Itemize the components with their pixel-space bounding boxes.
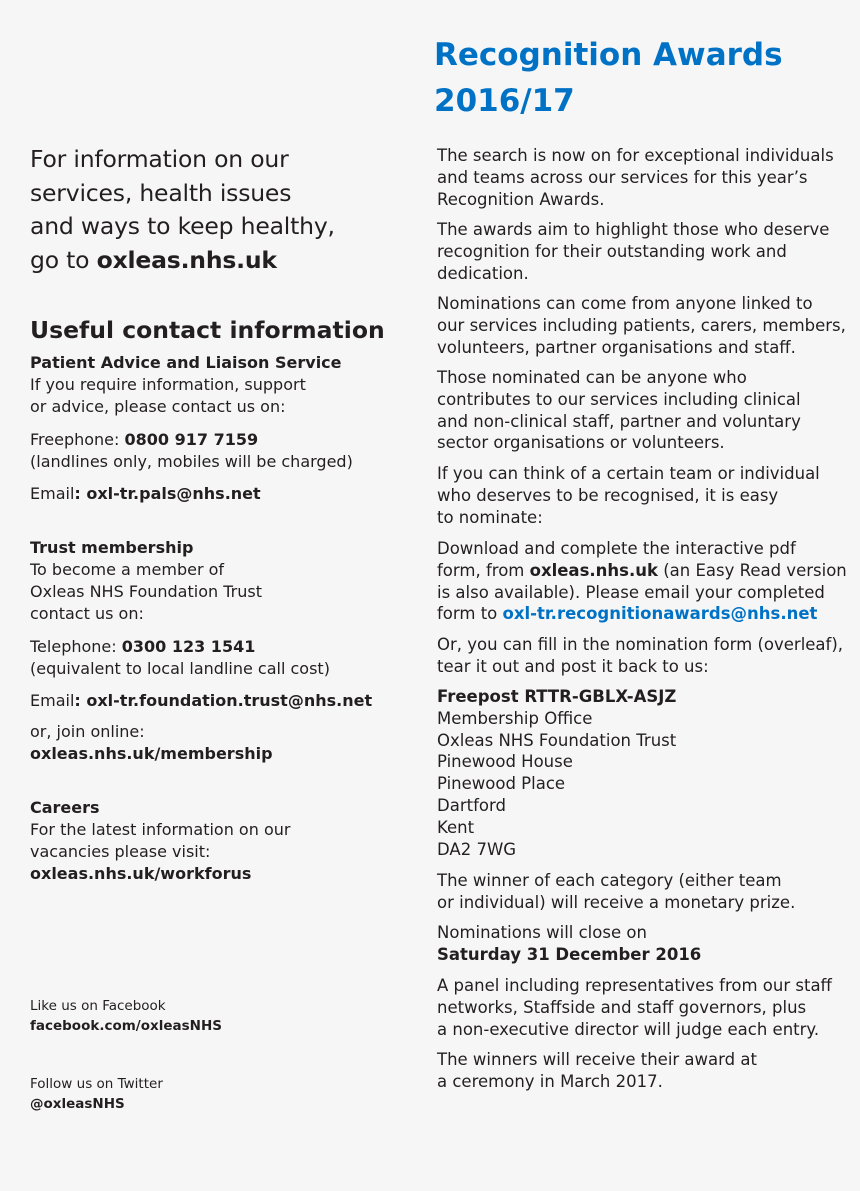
page-title (434, 32, 783, 124)
paragraph-form (437, 634, 843, 678)
text-line: vacancies please visit: (30, 842, 211, 861)
text-line: volunteers, partner organisations and staff. (437, 337, 796, 357)
text-line: Follow us on Twitter (30, 1076, 163, 1092)
text-line: is also available). Please email your completed (437, 582, 825, 602)
paragraph-nominees (437, 367, 801, 454)
paragraph-intro (437, 145, 834, 210)
text-line: Pinewood Place (437, 774, 566, 794)
text-line: or advice, please contact us on: (30, 397, 286, 416)
text-line: The search is now on for exceptional individuals (437, 146, 834, 165)
text-line: A panel including representatives from our staff (437, 976, 832, 995)
text-line: Recognition Awards (434, 37, 783, 73)
text-line: Oxleas NHS Foundation Trust (30, 582, 262, 601)
useful-contact-heading: Useful contact information (30, 316, 385, 344)
pals-email-link[interactable]: : oxl-tr.pals@nhs.net (74, 484, 261, 503)
text-line: The winners will receive their award at (437, 1050, 757, 1069)
closing-date: Saturday 31 December 2016 (437, 944, 702, 964)
facebook-link[interactable]: facebook.com/oxleasNHS (30, 1017, 222, 1034)
text-line: to nominate: (437, 507, 543, 527)
paragraph-ceremony (437, 1049, 757, 1093)
twitter-block (30, 1075, 163, 1114)
text-line: who deserves to be recognised, it is easy (437, 485, 779, 505)
text-line: Or, you can fill in the nomination form (overleaf), (437, 635, 844, 654)
membership-email (30, 690, 372, 712)
membership-join (30, 721, 273, 765)
freephone-number[interactable]: 0800 917 7159 (124, 430, 259, 449)
text-line: our services including patients, carers, members, (437, 315, 846, 335)
postal-address (437, 686, 676, 860)
text-line: Like us on Facebook (30, 998, 166, 1014)
website-link[interactable]: oxleas.nhs.uk (96, 245, 277, 274)
text-line: contributes to our services including clinical (437, 389, 801, 409)
text-line: recognition for their outstanding work and (437, 241, 787, 261)
text-line: and teams across our services for this year’s (437, 167, 808, 187)
text-line: If you can think of a certain team or individual (437, 464, 820, 483)
text-line: DA2 7WG (437, 839, 517, 859)
text-line: form to (437, 604, 503, 624)
pals-heading: Patient Advice and Liaison Service (30, 353, 342, 372)
awards-email-link[interactable]: oxl-tr.recognitionawards@nhs.net (502, 604, 818, 624)
facebook-block (30, 997, 222, 1036)
text-line: Pinewood House (437, 752, 573, 772)
text-line: Nominations will close on (437, 923, 647, 942)
paragraph-nominate (437, 463, 820, 528)
paragraph-nominations (437, 293, 846, 358)
text-line: The awards aim to highlight those who deserve (437, 220, 830, 239)
text-line: (landlines only, mobiles will be charged) (30, 452, 353, 471)
text-line: The winner of each category (either team (437, 871, 782, 890)
intro-text (30, 143, 335, 277)
text-line: networks, Staffside and staff governors, plus (437, 997, 807, 1017)
text-line: and non-clinical staff, partner and voluntary (437, 411, 801, 431)
text-line: Email (30, 484, 75, 503)
membership-section (30, 537, 262, 625)
twitter-handle[interactable]: @oxleasNHS (30, 1095, 125, 1112)
text-line: services, health issues (30, 178, 292, 207)
paragraph-aim (437, 219, 829, 284)
text-line: or individual) will receive a monetary prize. (437, 892, 796, 912)
site-link[interactable]: oxleas.nhs.uk (529, 560, 658, 580)
text-line: Membership Office (437, 708, 593, 728)
freepost-heading: Freepost RTTR-GBLX-ASJZ (437, 687, 677, 706)
text-line: Kent (437, 817, 475, 837)
pals-section (30, 352, 342, 418)
careers-link[interactable]: oxleas.nhs.uk/workforus (30, 864, 252, 883)
membership-heading: Trust membership (30, 538, 194, 557)
careers-heading: Careers (30, 798, 100, 817)
text-line: If you require information, support (30, 375, 306, 394)
text-line: For information on our (30, 145, 289, 173)
text-line: To become a member of (30, 560, 225, 579)
text-line: Telephone: (30, 637, 122, 656)
pals-email (30, 483, 261, 505)
text-line: Dartford (437, 795, 506, 815)
text-line: a non-executive director will judge each entry. (437, 1019, 820, 1039)
telephone-number[interactable]: 0300 123 1541 (121, 637, 256, 656)
text-line: and ways to keep healthy, (30, 212, 335, 240)
text-line: form, from (437, 560, 530, 580)
text-line: or, join online: (30, 722, 145, 741)
text-line: contact us on: (30, 604, 144, 623)
text-line: dedication. (437, 263, 529, 283)
text-line: Email (30, 691, 75, 710)
text-line: (equivalent to local landline call cost) (30, 659, 330, 678)
text-line: Those nominated can be anyone who (437, 368, 747, 387)
text-line: Oxleas NHS Foundation Trust (437, 730, 677, 750)
pals-freephone (30, 429, 353, 473)
text-line: (an Easy Read version (657, 560, 847, 580)
text-line: a ceremony in March 2017. (437, 1071, 663, 1091)
paragraph-download (437, 538, 847, 625)
paragraph-prize (437, 870, 795, 914)
paragraph-panel (437, 975, 832, 1040)
text-line: Recognition Awards. (437, 189, 605, 209)
text-line: Download and complete the interactive pdf (437, 539, 796, 558)
text-line: For the latest information on our (30, 820, 291, 839)
paragraph-closing (437, 922, 701, 966)
text-line: go to (30, 245, 97, 274)
careers-section (30, 797, 290, 885)
text-line: 2016/17 (434, 83, 575, 119)
text-line: Nominations can come from anyone linked to (437, 294, 813, 313)
text-line: sector organisations or volunteers. (437, 433, 725, 453)
membership-telephone (30, 636, 330, 680)
membership-link[interactable]: oxleas.nhs.uk/membership (30, 744, 273, 763)
text-line: Freephone: (30, 430, 125, 449)
text-line: tear it out and post it back to us: (437, 656, 709, 676)
membership-email-link[interactable]: : oxl-tr.foundation.trust@nhs.net (74, 691, 373, 710)
